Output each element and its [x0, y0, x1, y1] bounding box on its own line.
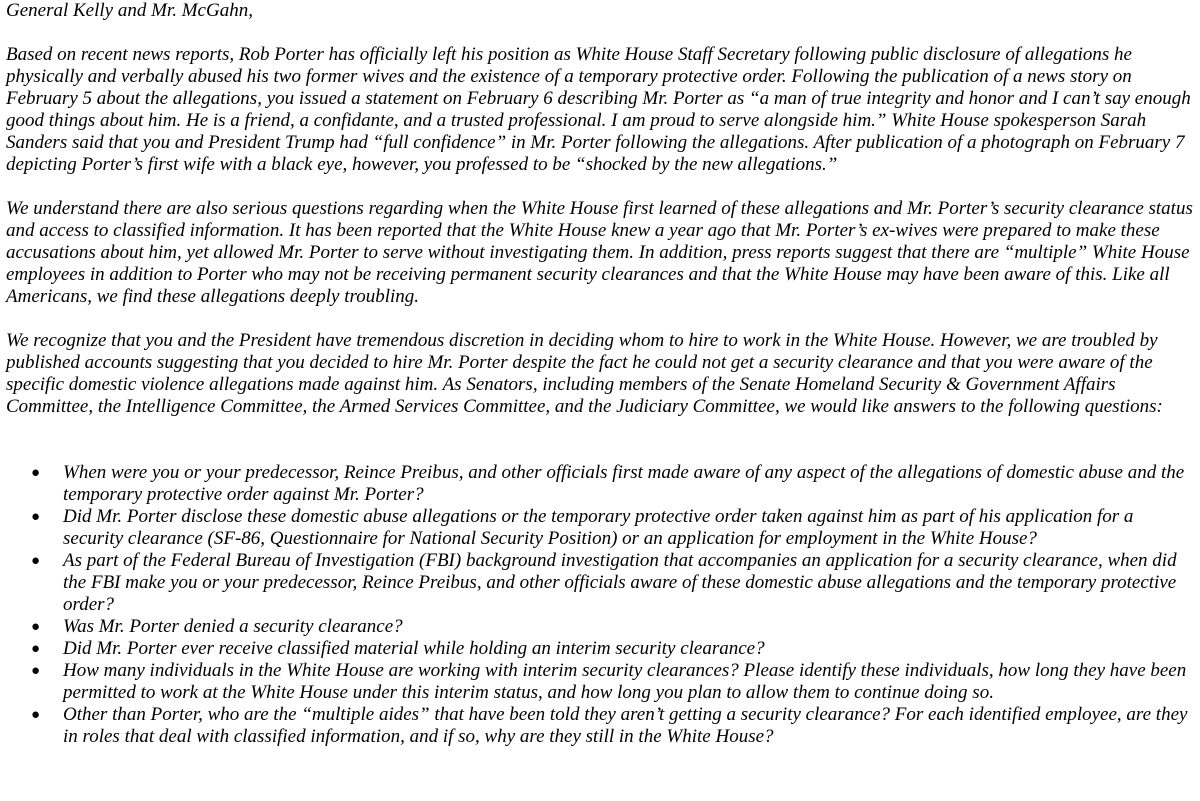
- list-item: [6, 462, 1196, 506]
- bullet-icon: ●: [31, 553, 41, 569]
- question-text: Did Mr. Porter ever receive classified material while holding an interim security clearance?: [63, 638, 765, 659]
- question-text: How many individuals in the White House are working with interim security clearances? Please identify these individuals, how long they have been permitted to work at the White House under this interim status, and how long you plan to allow them to continue doing so.: [63, 660, 1187, 703]
- bullet-icon: ●: [31, 663, 41, 679]
- list-item: [6, 506, 1196, 550]
- questions-list: [6, 462, 1196, 748]
- list-item: [6, 704, 1196, 748]
- list-item: [6, 638, 1196, 660]
- paragraph-security-clearance: We understand there are also serious questions regarding when the White House first learned of these allegations and Mr. Porter’s security clearance status and access to classified information. It has been reported that the White House knew a year ago that Mr. Porter’s ex-wives were prepared to make these accusations about him, yet allowed Mr. Porter to serve without investigating them. In addition, press reports suggest that there are “multiple” White House employees in addition to Porter who may not be receiving permanent security clearances and that the White House may have been aware of this. Like all Americans, we find these allegations deeply troubling.: [6, 198, 1193, 307]
- salutation: General Kelly and Mr. McGahn,: [6, 0, 253, 21]
- paragraph-hiring-discretion: We recognize that you and the President have tremendous discretion in deciding whom to hire to work in the White House. However, we are troubled by published accounts suggesting that you decided to hire Mr. Porter despite the fact he could not get a security clearance and that you were aware of the specific domestic violence allegations made against him. As Senators, including members of the Senate Homeland Security & Government Affairs Committee, the Intelligence Committee, the Armed Services Committee, and the Judiciary Committee, we would like answers to the following questions:: [6, 330, 1163, 417]
- bullet-icon: ●: [31, 707, 41, 723]
- question-text: As part of the Federal Bureau of Investigation (FBI) background investigation that accompanies an application for a security clearance, when did the FBI make you or your predecessor, Reince Preibus, and other officials aware of these domestic abuse allegations and the temporary protective order?: [63, 550, 1177, 615]
- bullet-icon: ●: [31, 619, 41, 635]
- list-item: [6, 660, 1196, 704]
- bullet-icon: ●: [31, 509, 41, 525]
- question-text: When were you or your predecessor, Reince Preibus, and other officials first made aware of any aspect of the allegations of domestic abuse and the temporary protective order against Mr. Porter?: [63, 462, 1185, 505]
- list-item: [6, 616, 1196, 638]
- letter-body: [6, 0, 1196, 748]
- question-text: Other than Porter, who are the “multiple aides” that have been told they aren’t getting a security clearance? For each identified employee, are they in roles that deal with classified information, and if so, why are they still in the White House?: [63, 704, 1188, 747]
- question-text: Was Mr. Porter denied a security clearance?: [63, 616, 403, 637]
- bullet-icon: ●: [31, 641, 41, 657]
- list-item: [6, 550, 1196, 616]
- paragraph-news-reports: Based on recent news reports, Rob Porter has officially left his position as White House Staff Secretary following public disclosure of allegations he physically and verbally abused his two former wives and the existence of a temporary protective order. Following the publication of a news story on February 5 about the allegations, you issued a statement on February 6 describing Mr. Porter as “a man of true integrity and honor and I can’t say enough good things about him. He is a friend, a confidante, and a trusted professional. I am proud to serve alongside him.” White House spokesperson Sarah Sanders said that you and President Trump had “full confidence” in Mr. Porter following the allegations. After publication of a photograph on February 7 depicting Porter’s first wife with a black eye, however, you professed to be “shocked by the new allegations.”: [6, 44, 1191, 175]
- question-text: Did Mr. Porter disclose these domestic abuse allegations or the temporary protective order taken against him as part of his application for a security clearance (SF-86, Questionnaire for National Security Position) or an application for employment in the White House?: [63, 506, 1134, 549]
- bullet-icon: ●: [31, 465, 41, 481]
